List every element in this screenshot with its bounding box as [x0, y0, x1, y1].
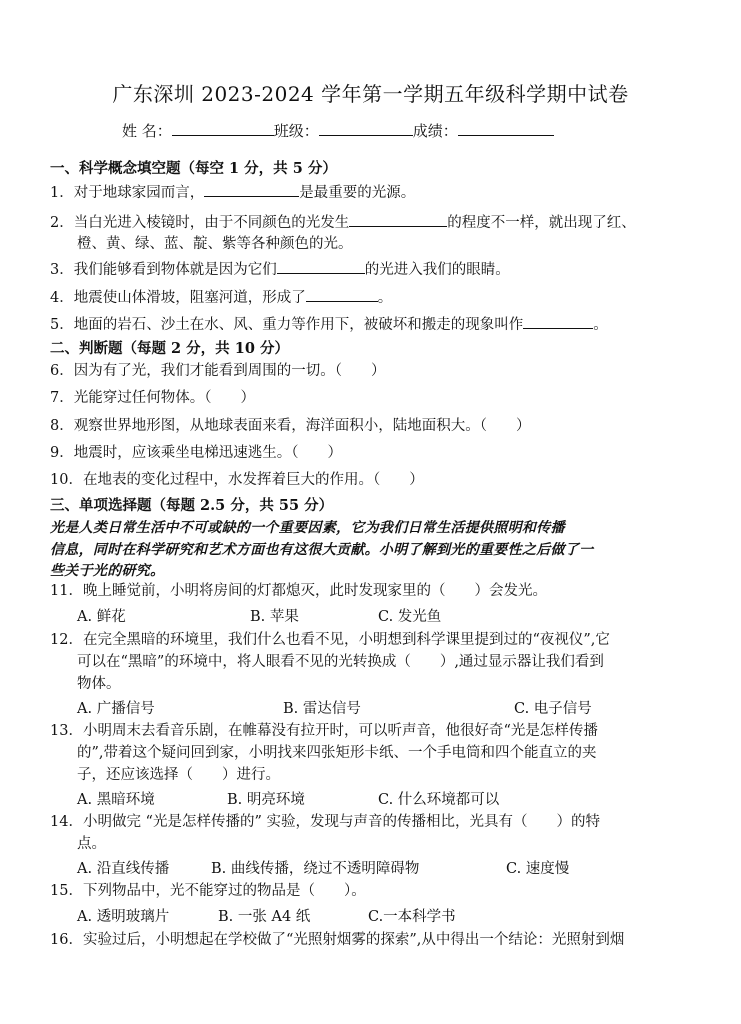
question-13-cont: 子，还应该选择（ ）进行。	[77, 767, 280, 783]
class-blank[interactable]	[319, 121, 413, 136]
option-a[interactable]: A. 黑暗环境	[77, 792, 155, 808]
question-12: 12．在完全黑暗的环境里，我们什么也看不见，小明想到科学课里提到过的“夜视仪”,它	[50, 632, 610, 648]
option-a[interactable]: A. 鲜花	[77, 609, 126, 625]
option-b[interactable]: B. 雷达信号	[283, 701, 361, 717]
name-blank[interactable]	[172, 121, 274, 136]
option-b[interactable]: B. 明亮环境	[227, 792, 305, 808]
question-9: 9．地震时，应该乘坐电梯迅速逃生。（ ）	[50, 445, 342, 461]
question-14: 14．小明做完 “光是怎样传播的” 实验，发现与声音的传播相比，光具有（ ）的特	[50, 814, 600, 830]
option-b[interactable]: B. 曲线传播，绕过不透明障碍物	[211, 861, 420, 877]
score-label: 成绩：	[412, 122, 458, 140]
option-c[interactable]: C. 电子信号	[514, 701, 592, 717]
answer-blank[interactable]	[306, 287, 378, 302]
option-a[interactable]: A. 广播信号	[77, 701, 155, 717]
class-label: 班级：	[273, 122, 319, 140]
question-12-cont: 物体。	[77, 676, 121, 692]
student-info-line	[122, 120, 554, 141]
passage-line: 信息，同时在科学研究和艺术方面也有这很大贡献。小明了解到光的重要性之后做了一	[50, 542, 594, 558]
question-6: 6．因为有了光，我们才能看到周围的一切。（ ）	[50, 363, 386, 379]
question-5: 5．地面的岩石、沙土在水、风、重力等作用下，被破坏和搬走的现象叫作 。	[50, 314, 608, 335]
question-2: 2．当白光进入棱镜时，由于不同颜色的光发生 的程度不一样，就出现了红、	[50, 212, 636, 233]
score-blank[interactable]	[458, 121, 554, 136]
answer-blank[interactable]	[349, 212, 447, 227]
passage-line: 些关于光的研究。	[50, 563, 165, 579]
exam-title: 广东深圳 2023-2024 学年第一学期五年级科学期中试卷	[112, 82, 629, 106]
question-16: 16．实验过后，小明想起在学校做了“光照射烟雾的探索”,从中得出一个结论：光照射到烟	[50, 932, 625, 948]
question-2-cont: 橙、黄、绿、蓝、靛、紫等各种颜色的光。	[77, 236, 353, 252]
question-3: 3．我们能够看到物体就是因为它们 的光进入我们的眼睛。	[50, 259, 510, 280]
question-10: 10．在地表的变化过程中，水发挥着巨大的作用。（ ）	[50, 472, 424, 488]
section-true-false: 二、判断题（每题 2 分，共 10 分）	[50, 340, 289, 357]
option-a[interactable]: A. 透明玻璃片	[77, 909, 170, 925]
option-a[interactable]: A. 沿直线传播	[77, 861, 170, 877]
question-13: 13．小明周末去看音乐剧，在帷幕没有拉开时，可以听声音，他很好奇“光是怎样传播	[50, 723, 598, 739]
question-15: 15．下列物品中，光不能穿过的物品是（ ）。	[50, 883, 366, 899]
option-c[interactable]: C. 什么环境都可以	[378, 792, 500, 808]
question-4: 4．地震使山体滑坡，阻塞河道，形成了 。	[50, 287, 392, 308]
section-fill-in: 一、科学概念填空题（每空 1 分，共 5 分）	[50, 160, 337, 177]
question-7: 7．光能穿过任何物体。（ ）	[50, 390, 255, 406]
name-label: 姓 名：	[122, 122, 172, 140]
question-11: 11．晚上睡觉前，小明将房间的灯都熄灭，此时发现家里的（ ）会发光。	[50, 583, 547, 599]
question-8: 8．观察世界地形图，从地球表面来看，海洋面积小，陆地面积大。（ ）	[50, 418, 531, 434]
option-b[interactable]: B. 苹果	[250, 609, 299, 625]
section-multiple-choice: 三、单项选择题（每题 2.5 分，共 55 分）	[50, 497, 334, 514]
passage-line: 光是人类日常生活中不可或缺的一个重要因素，它为我们日常生活提供照明和传播	[50, 520, 565, 536]
option-c[interactable]: C.一本科学书	[368, 909, 456, 925]
option-c[interactable]: C. 速度慢	[506, 861, 570, 877]
question-13-cont: 的”,带着这个疑问回到家，小明找来四张矩形卡纸、一个手电筒和四个能直立的夹	[77, 745, 597, 761]
question-1: 1．对于地球家园而言， 是最重要的光源。	[50, 182, 415, 203]
answer-blank[interactable]	[277, 259, 365, 274]
question-14-cont: 点。	[77, 836, 106, 852]
answer-blank[interactable]	[523, 314, 593, 329]
answer-blank[interactable]	[204, 182, 299, 197]
option-b[interactable]: B. 一张 A4 纸	[218, 909, 311, 925]
option-c[interactable]: C. 发光鱼	[378, 609, 442, 625]
question-12-cont: 可以在“黑暗”的环境中，将人眼看不见的光转换成（ ）,通过显示器让我们看到	[77, 654, 604, 670]
